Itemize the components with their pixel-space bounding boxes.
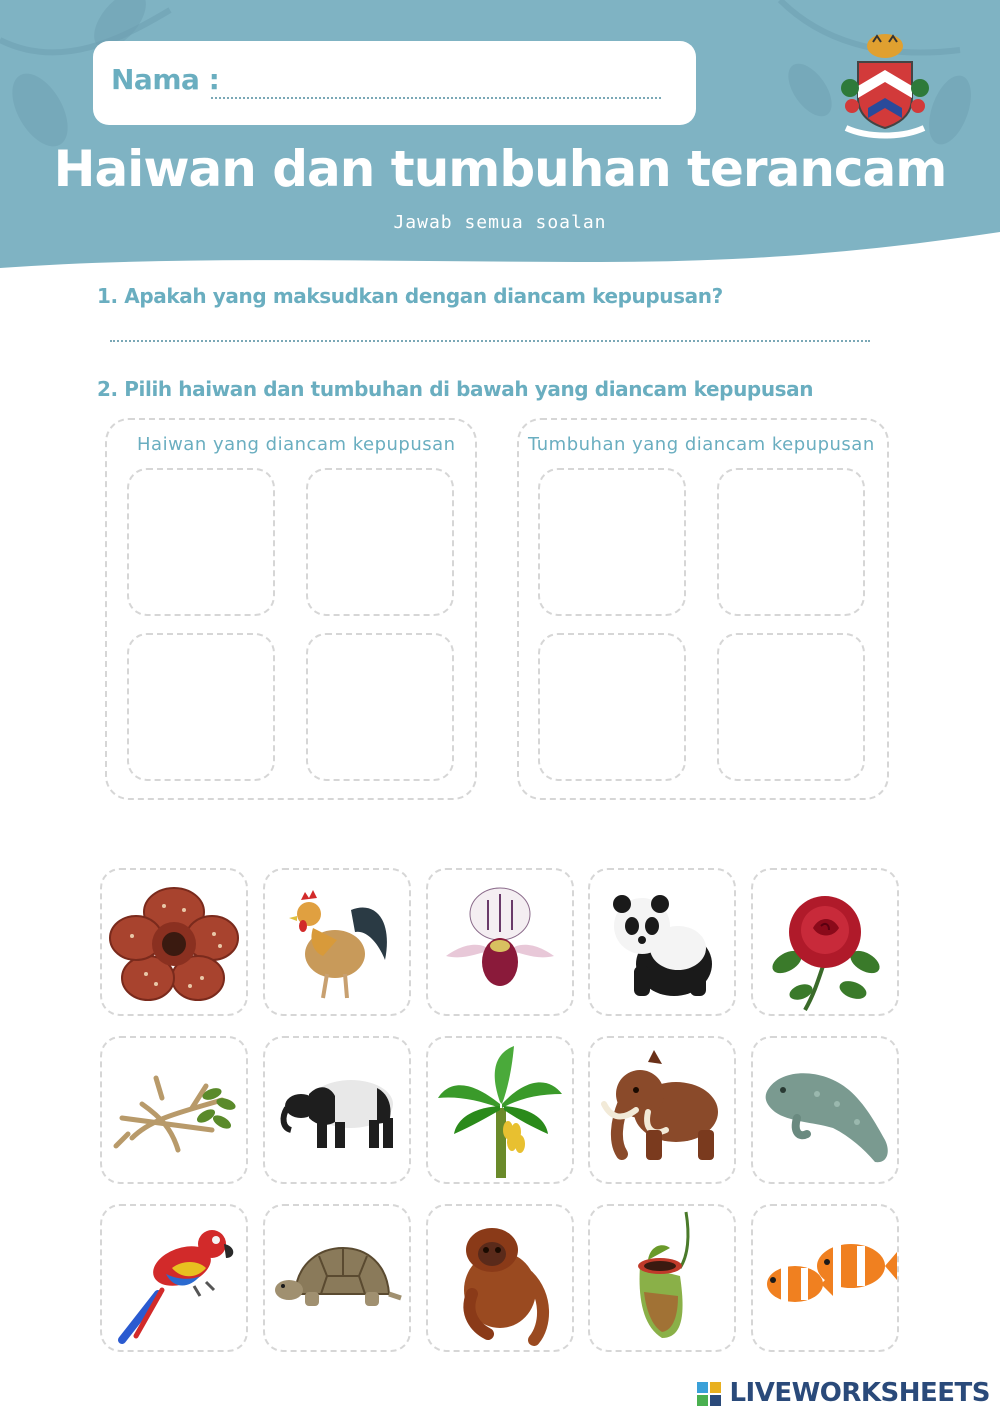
plant-drop-slot[interactable]	[538, 468, 686, 616]
manatee-icon	[753, 1038, 897, 1182]
liveworksheets-brand[interactable]: LIVEWORKSHEETS	[729, 1378, 990, 1408]
page-title: Haiwan dan tumbuhan terancam	[53, 140, 947, 198]
plant-drop-slot[interactable]	[538, 633, 686, 781]
orangutan-icon	[428, 1206, 572, 1350]
plant-drop-slot[interactable]	[717, 633, 865, 781]
animal-drop-slot[interactable]	[127, 633, 275, 781]
macaw-card[interactable]	[100, 1204, 248, 1352]
animal-drop-slot[interactable]	[306, 633, 454, 781]
tongkat-ali-root-card[interactable]	[100, 1036, 248, 1184]
clownfish-icon	[753, 1206, 897, 1350]
name-box	[93, 41, 696, 125]
answer-1-input-line[interactable]	[110, 340, 870, 342]
orangutan-card[interactable]	[426, 1204, 574, 1352]
plant-drop-slot[interactable]	[717, 468, 865, 616]
mammoth-icon	[590, 1038, 734, 1182]
pitcher-plant-icon	[590, 1206, 734, 1350]
tapir-icon	[265, 1038, 409, 1182]
panda-icon	[590, 870, 734, 1014]
macaw-icon	[102, 1206, 246, 1350]
panda-card[interactable]	[588, 868, 736, 1016]
rafflesia-icon	[102, 870, 246, 1014]
city-hall-crest-icon	[838, 28, 932, 140]
rafflesia-card[interactable]	[100, 868, 248, 1016]
question-2: 2. Pilih haiwan dan tumbuhan di bawah yang diancam kepupusan	[97, 377, 814, 401]
slipper-orchid-card[interactable]	[426, 868, 574, 1016]
rooster-icon	[265, 870, 409, 1014]
banana-tree-icon	[428, 1038, 572, 1182]
name-label: Nama :	[111, 63, 220, 96]
liveworksheets-logo-icon	[697, 1382, 721, 1406]
name-input-line[interactable]	[211, 97, 661, 99]
animals-panel-label: Haiwan yang diancam kepupusan	[137, 434, 456, 455]
plants-panel-label: Tumbuhan yang diancam kepupusan	[528, 434, 875, 455]
banana-tree-card[interactable]	[426, 1036, 574, 1184]
pitcher-plant-card[interactable]	[588, 1204, 736, 1352]
animal-drop-slot[interactable]	[127, 468, 275, 616]
mammoth-card[interactable]	[588, 1036, 736, 1184]
tapir-card[interactable]	[263, 1036, 411, 1184]
slipper-orchid-icon	[428, 870, 572, 1014]
manatee-card[interactable]	[751, 1036, 899, 1184]
tongkat-ali-root-icon	[102, 1038, 246, 1182]
clownfish-card[interactable]	[751, 1204, 899, 1352]
rose-icon	[753, 870, 897, 1014]
question-1: 1. Apakah yang maksudkan dengan diancam kepupusan?	[97, 284, 723, 308]
animal-drop-slot[interactable]	[306, 468, 454, 616]
tortoise-icon	[265, 1206, 409, 1350]
rooster-card[interactable]	[263, 868, 411, 1016]
tortoise-card[interactable]	[263, 1204, 411, 1352]
rose-card[interactable]	[751, 868, 899, 1016]
page-subtitle: Jawab semua soalan	[393, 212, 607, 233]
